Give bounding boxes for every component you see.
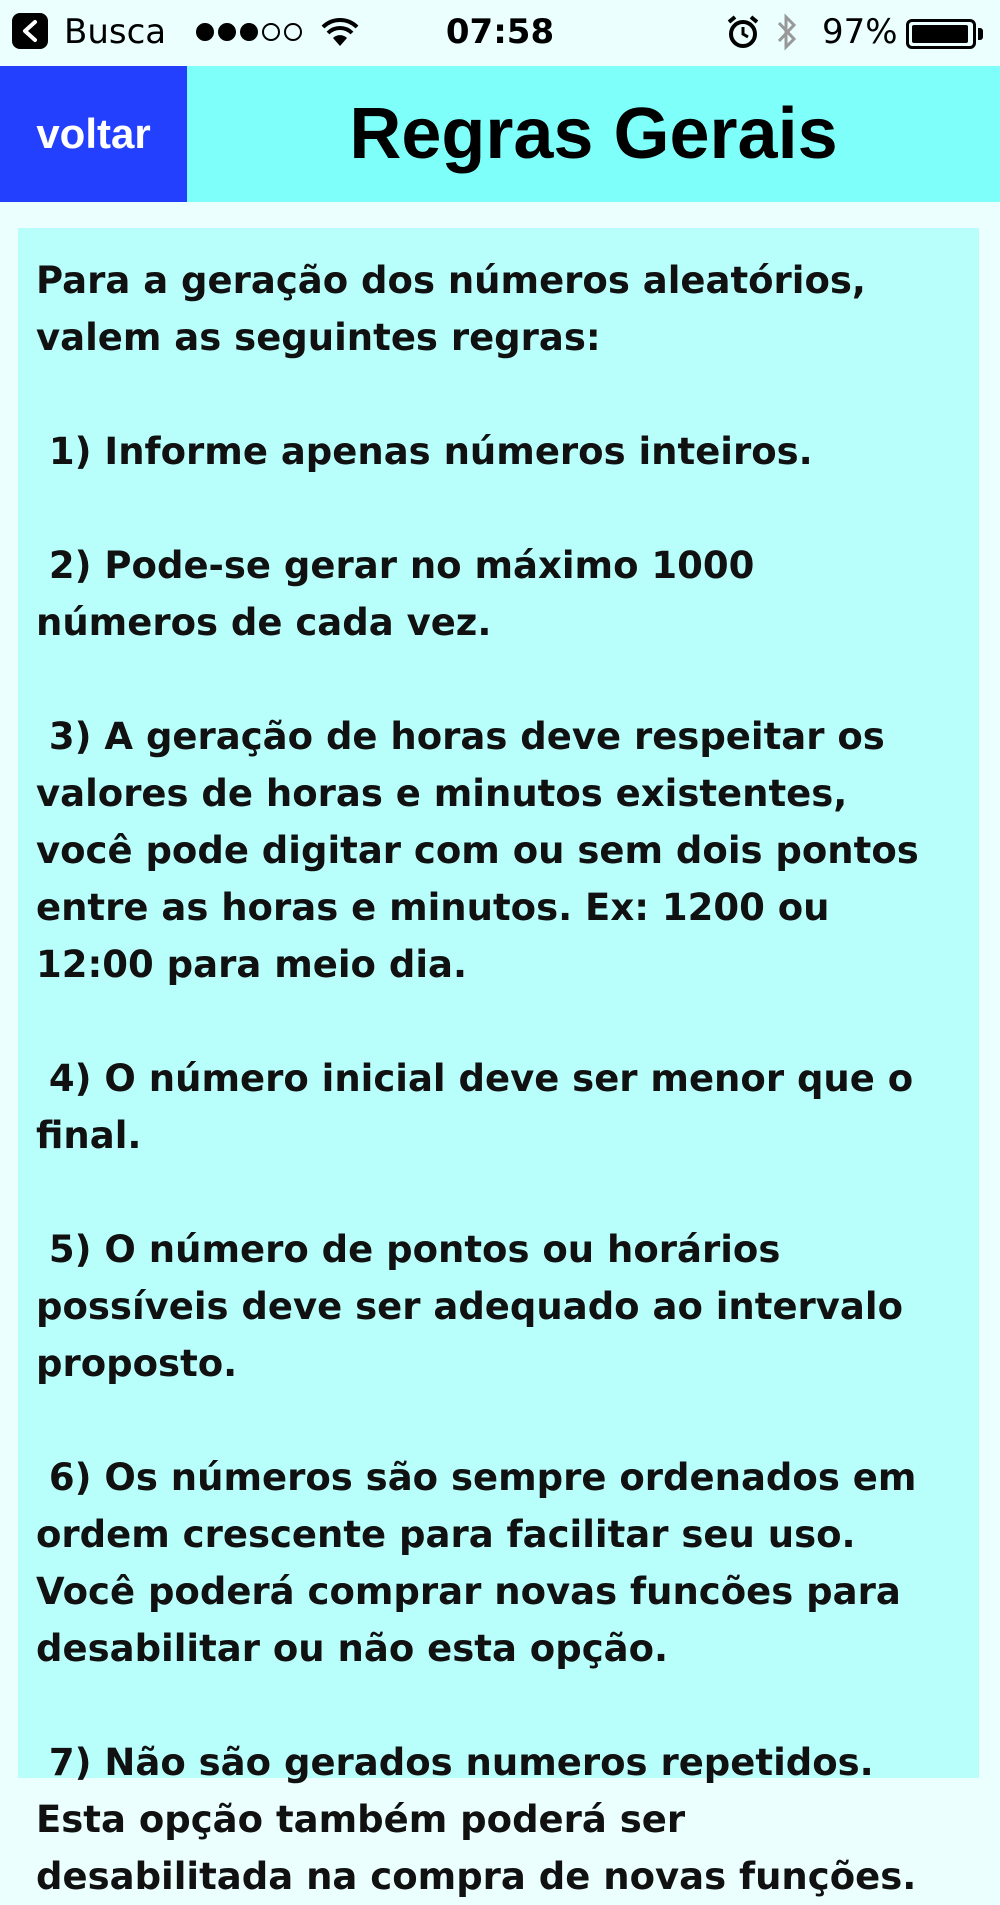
battery-tip: [978, 28, 983, 40]
rules-text: Para a geração dos números aleatórios, valem as seguintes regras: 1) Informe apenas números inteiros. 2) Pode-se gerar no máximo 1000 números de cada vez. 3) A geração de horas deve respeitar os valores de horas e minutos existentes, você pode digitar com ou sem dois pontos entre as horas e minutos. Ex: 1200 ou 12:00 para meio dia. 4) O número inicial deve ser menor que o final. 5) O número de pontos ou horários possíveis deve ser adequado ao intervalo proposto. 6) Os números são sempre ordenados em ordem crescente para facilitar seu uso. Você poderá comprar novas funcões para desabilitar ou não esta opção. 7) Não são gerados numeros repetidos. Esta opção também poderá ser desabilitada na compra de novas funções.: [36, 259, 919, 1898]
status-time: 07:58: [445, 12, 555, 52]
carrier-label[interactable]: Busca: [64, 12, 167, 52]
page-title: Regras Gerais: [349, 94, 838, 174]
status-bar: [0, 0, 1000, 66]
battery-percent: 97%: [822, 12, 898, 52]
battery-icon: [906, 19, 976, 49]
bluetooth-icon: [774, 12, 800, 61]
back-button[interactable]: voltar: [0, 66, 187, 202]
alarm-icon: [726, 14, 760, 59]
rules-panel[interactable]: [18, 228, 979, 1898]
nav-bar: [0, 66, 1000, 202]
